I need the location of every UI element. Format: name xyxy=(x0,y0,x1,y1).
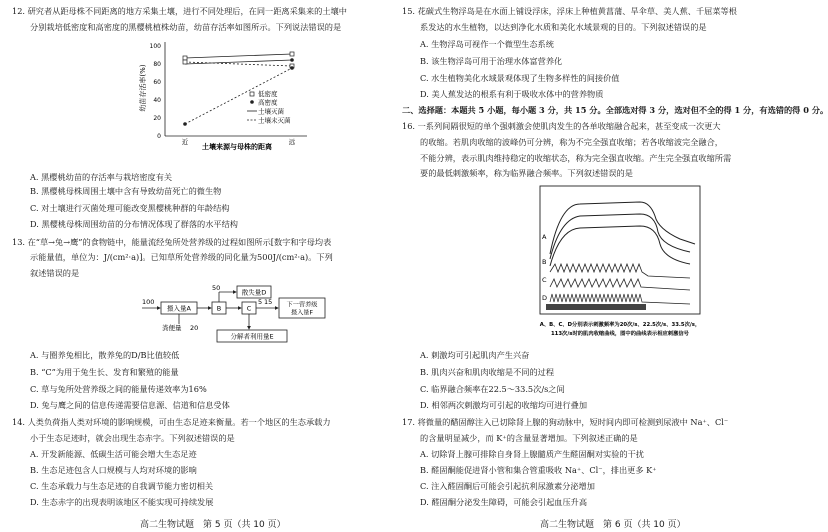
curve-label: C xyxy=(542,276,547,284)
decomposer-e-label: 分解者利用量E xyxy=(230,332,274,341)
q17-option-a: A. 切除肾上腺可排除自身肾上腺髓质产生醛固酮对实验的干扰 xyxy=(420,449,644,459)
q12-stem-line-2: 分别栽培低密度和高密度的黑樱桃植株幼苗，幼苗存活率如图所示。下列说法错误的是 xyxy=(30,22,342,32)
legend-square-icon xyxy=(250,92,254,96)
flow-label-5: 5 xyxy=(258,298,263,306)
legend-label: 土壤灭菌 xyxy=(258,107,284,116)
q12-option-a: A. 黑樱桃幼苗的存活率与栽培密度有关 xyxy=(30,172,173,182)
figure-caption-line-1: A、B、C、D分别表示刺激频率为20次/s、22.5次/s、33.5次/s， xyxy=(539,322,701,328)
q13-stem-line-2: 示能量值，单位为：J/(cm²·a)]。已知草所处营养级的同化量为500J/(cm²·a)。下列 xyxy=(30,252,333,262)
flow-label-15: 15 xyxy=(264,298,273,306)
next-level-f-label-2: 摄入量F xyxy=(290,309,314,317)
ytick-label: 80 xyxy=(153,61,161,68)
q14-option-c: C. 生态承载力与生态足迹的自我调节能力密切相关 xyxy=(30,481,214,491)
q12-option-b: B. 黑樱桃母株周围土壤中含有导致幼苗死亡的微生物 xyxy=(30,186,222,196)
chart-xlabel: 土壤来源与母株的距离 xyxy=(202,143,272,151)
q15-stem-line-1: 15. 花碳式生物浮岛是在水面上铺设浮床，浮床上种植黄菖蒲、旱伞草、美人蕉、千屈菜等根 xyxy=(402,6,737,16)
section-2-heading: 二、选择题：本题共 5 小题，每小题 3 分，共 15 分。全部选对得 3 分，选对但不全的得 1 分，有选错的得 0 分。 xyxy=(402,105,828,115)
q14-option-b: B. 生态足迹包含人口规模与人均对环境的影响 xyxy=(30,465,197,475)
curve-label: A xyxy=(542,233,547,241)
point-low-density xyxy=(183,60,187,64)
point-low-density xyxy=(183,56,187,60)
q13-option-a: A. 与圈养兔相比，散养兔的D/B比值较低 xyxy=(30,350,180,360)
flow-label-50: 50 xyxy=(212,284,221,292)
legend-label: 低密度 xyxy=(258,90,278,98)
q16-option-d: D. 相邻两次刺激均可引起的收缩均可进行叠加 xyxy=(420,400,588,410)
flow-label-100: 100 xyxy=(142,298,155,306)
chart-legend xyxy=(247,89,291,125)
point-high-density xyxy=(290,58,294,62)
ytick-label: 20 xyxy=(153,115,161,122)
q15-option-a: A. 生物浮岛可视作一个微型生态系统 xyxy=(420,39,554,49)
b-label: B xyxy=(216,304,222,313)
q16-stem-line-4: 要的最低刺激频率，称为临界融合频率。下列叙述错误的是 xyxy=(420,168,633,178)
right-page-footer: 高二生物试题 第 6 页（共 10 页） xyxy=(540,520,686,530)
q16-stem-line-1: 16. 一系列间隔很短的单个强刺激会使肌肉发生的各单收缩融合起来，甚至变成一次更大 xyxy=(402,121,721,131)
point-high-density xyxy=(290,66,294,70)
chart-ylabel: 幼苗存活率(%) xyxy=(139,64,147,112)
q12-stem-line-1: 12. 研究者从距母株不同距离的地方采集土壤，进行不同处理后，在同一距离采集来的土壤中 xyxy=(12,6,347,16)
ytick-label: 40 xyxy=(153,97,161,104)
q15-option-c: C. 水生植物美化水域景观体现了生物多样性的间接价值 xyxy=(420,73,620,83)
legend-label: 土壤未灭菌 xyxy=(258,116,291,125)
xtick-label: 近 xyxy=(181,138,189,146)
q17-stem-line-1: 17. 将微量的醋固醇注入已切除肾上腺的狗动脉中，短时间内即可检测到尿液中 Na⁺、Cl⁻ xyxy=(402,417,729,427)
figure-caption-line-2: 113次/s时的肌肉收缩曲线，图中的曲线表示相应刺激信号 xyxy=(551,331,689,337)
legend-label: 高密度 xyxy=(258,98,278,107)
q12-option-d: D. 黑樱桃母株周围幼苗的分布情况体现了群落的水平结构 xyxy=(30,219,238,229)
q17-stem-line-2: 的含量明显减少，而 K⁺的含量显著增加。下列叙述正确的是 xyxy=(420,433,638,443)
flow-label-20: 20 xyxy=(190,324,199,332)
curve-d-stimulus-band xyxy=(546,304,646,310)
q14-stem-line-2: 小于生态足迹时，就会出现生态赤字。下列叙述错误的是 xyxy=(30,433,235,443)
q15-option-b: B. 该生物浮岛可用于治理水体富营养化 xyxy=(420,56,563,66)
c-label: C xyxy=(246,304,252,313)
q13-option-b: B. “C”为用于兔生长、发育和繁殖的能量 xyxy=(30,367,179,377)
ytick-label: 100 xyxy=(149,43,161,50)
point-low-density xyxy=(290,52,294,56)
q16-option-b: B. 肌肉兴奋和肌肉收缩是不同的过程 xyxy=(420,367,555,377)
line-sterilized-high xyxy=(185,60,292,64)
q12-option-c: C. 对土壤进行灭菌处理可能改变黑樱桃种群的年龄结构 xyxy=(30,203,230,213)
q13-option-c: C. 草与兔所处营养级之间的能量传递效率为16% xyxy=(30,384,207,394)
energy-flow-diagram xyxy=(132,282,332,344)
q17-option-d: D. 醛固酮分泌发生障碍，可能会引起血压升高 xyxy=(420,497,588,507)
curve-label: D xyxy=(542,294,548,302)
q17-option-b: B. 醛固酮能促进肾小管和集合管重吸收 Na⁺、Cl⁻，排出更多 K⁺ xyxy=(420,465,657,475)
q16-stem-line-2: 的收缩。若肌肉收缩的波峰仍可分辨，称为不完全强直收缩；若各收缩波完全融合， xyxy=(420,137,723,147)
q14-option-d: D. 生态赤字的出现表明该地区不能实现可持续发展 xyxy=(30,497,214,507)
ytick-label: 0 xyxy=(157,133,161,140)
q16-stem-line-3: 不能分辨，表示肌肉维持稳定的收缩状态，称为完全强直收缩。产生完全强直收缩所需 xyxy=(420,153,732,163)
line-sterilized-low xyxy=(185,54,292,58)
q16-option-a: A. 刺激均可引起肌肉产生兴奋 xyxy=(420,350,530,360)
survival-rate-chart xyxy=(137,38,342,150)
q15-stem-line-2: 系发达的水生植物，以达到净化水质和美化水域景观的目的。下列叙述错误的是 xyxy=(420,22,707,32)
line-unsterilized-low xyxy=(185,62,292,66)
legend-dot-icon xyxy=(250,100,254,104)
q13-stem-line-1: 13. 在“草→兔→鹰”的食物链中，能量流经兔所处营养级的过程如图所示[数字和字母均表 xyxy=(12,237,332,247)
q15-option-d: D. 美人蕉发达的根系有利于吸收水体中的营养物质 xyxy=(420,89,604,99)
q17-option-c: C. 注入醛固酮后可能会引起抗利尿激素分泌增加 xyxy=(420,481,595,491)
q14-stem-line-1: 14. 人类负荷指人类对环境的影响规模，可由生态足迹来衡量。若一个地区的生态承载力 xyxy=(12,417,331,427)
loss-d-label: 散失量D xyxy=(241,288,267,297)
q13-option-d: D. 兔与鹰之间的信息传递需要信息源、信道和信息受体 xyxy=(30,400,230,410)
xtick-label: 远 xyxy=(288,138,296,146)
q13-stem-line-3: 叙述错误的是 xyxy=(30,268,80,278)
q16-option-c: C. 临界融合频率在22.5～33.5次/s之间 xyxy=(420,384,565,394)
next-level-f-label-1: 下一营养级 xyxy=(286,301,318,309)
curve-label: B xyxy=(542,258,547,266)
left-page-footer: 高二生物试题 第 5 页（共 10 页） xyxy=(140,520,286,530)
intake-a-label: 摄入量A xyxy=(167,304,191,313)
feces-label: 粪便量 xyxy=(162,324,182,332)
muscle-contraction-figure xyxy=(530,184,710,340)
point-high-density xyxy=(183,122,187,126)
q14-option-a: A. 开发新能源、低碳生活可能会增大生态足迹 xyxy=(30,449,197,459)
chart-yticks xyxy=(150,43,162,140)
ytick-label: 60 xyxy=(153,79,161,86)
